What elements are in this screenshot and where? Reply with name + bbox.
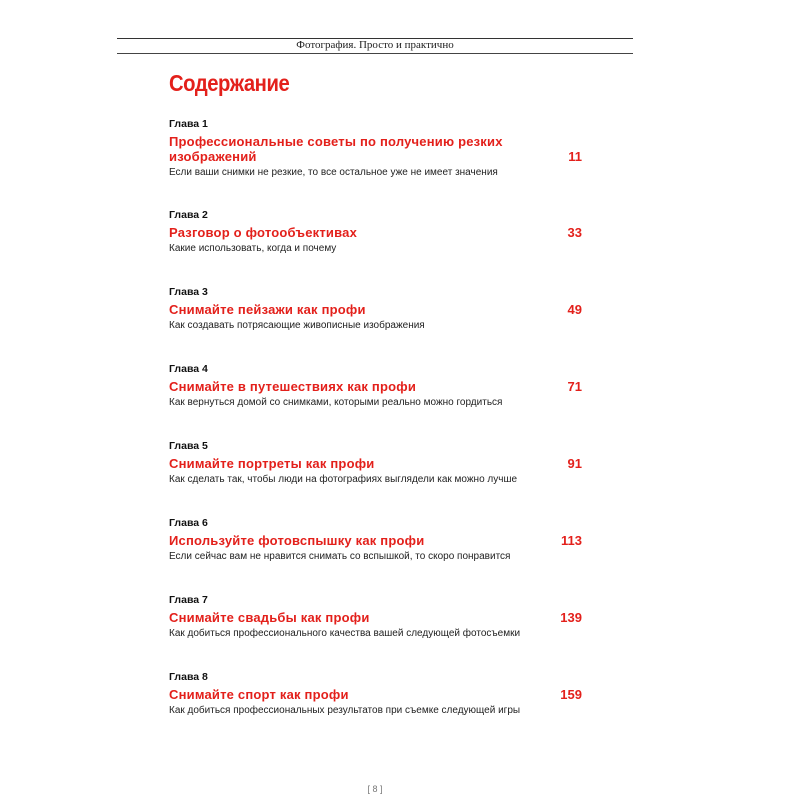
chapter-title[interactable]: Снимайте пейзажи как профи bbox=[169, 302, 366, 317]
chapter-subtitle: Какие использовать, когда и почему bbox=[169, 243, 337, 254]
chapter-page-number[interactable]: 113 bbox=[561, 533, 582, 548]
chapter-label: Глава 7 bbox=[169, 594, 208, 606]
chapter-label: Глава 3 bbox=[169, 286, 208, 298]
running-head: Фотография. Просто и практично bbox=[296, 39, 454, 51]
chapter-label: Глава 2 bbox=[169, 209, 208, 221]
chapter-page-number[interactable]: 71 bbox=[567, 379, 582, 394]
chapter-label: Глава 4 bbox=[169, 363, 208, 375]
chapter-title[interactable]: Профессиональные советы по получению резких изображений bbox=[169, 134, 503, 164]
toc-entry-4[interactable] bbox=[169, 363, 582, 409]
chapter-page-number[interactable]: 91 bbox=[567, 456, 582, 471]
chapter-title[interactable]: Используйте фотовспышку как профи bbox=[169, 533, 425, 548]
chapter-subtitle: Если ваши снимки не резкие, то все остальное уже не имеет значения bbox=[169, 167, 498, 178]
chapter-label: Глава 5 bbox=[169, 440, 208, 452]
chapter-page-number[interactable]: 139 bbox=[560, 610, 582, 625]
chapter-subtitle: Как добиться профессионального качества вашей следующей фотосъемки bbox=[169, 628, 521, 639]
chapter-label: Глава 1 bbox=[169, 118, 208, 130]
toc-entry-8[interactable] bbox=[169, 671, 582, 717]
chapter-label: Глава 6 bbox=[169, 517, 208, 529]
chapter-subtitle: Как вернуться домой со снимками, которыми реально можно гордиться bbox=[169, 397, 503, 408]
toc-entry-5[interactable] bbox=[169, 440, 582, 486]
toc-entry-3[interactable] bbox=[169, 286, 582, 332]
chapter-page-number[interactable]: 11 bbox=[568, 149, 582, 164]
header-rule-bottom bbox=[117, 53, 633, 54]
chapter-title[interactable]: Снимайте портреты как профи bbox=[169, 456, 375, 471]
chapter-label: Глава 8 bbox=[169, 671, 208, 683]
chapter-page-number[interactable]: 33 bbox=[567, 225, 582, 240]
chapter-subtitle: Как сделать так, чтобы люди на фотографиях выглядели как можно лучше bbox=[169, 474, 518, 485]
chapter-title[interactable]: Снимайте спорт как профи bbox=[169, 687, 349, 702]
chapter-page-number[interactable]: 159 bbox=[560, 687, 582, 702]
chapter-title[interactable]: Снимайте в путешествиях как профи bbox=[169, 379, 417, 394]
chapter-page-number[interactable]: 49 bbox=[567, 302, 582, 317]
page-number: [ 8 ] bbox=[367, 784, 383, 794]
toc-entry-7[interactable] bbox=[169, 594, 582, 640]
toc-title: Содержание bbox=[169, 70, 290, 96]
chapter-title[interactable]: Снимайте свадьбы как профи bbox=[169, 610, 370, 625]
toc-entry-1[interactable] bbox=[169, 118, 582, 179]
chapter-subtitle: Как создавать потрясающие живописные изображения bbox=[169, 320, 425, 331]
chapter-title[interactable]: Разговор о фотообъективах bbox=[169, 225, 358, 240]
chapter-subtitle: Как добиться профессиональных результатов при съемке следующей игры bbox=[169, 705, 521, 716]
chapter-subtitle: Если сейчас вам не нравится снимать со вспышкой, то скоро понравится bbox=[169, 551, 511, 562]
toc-entry-2[interactable] bbox=[169, 209, 582, 255]
toc-entry-6[interactable] bbox=[169, 517, 582, 563]
